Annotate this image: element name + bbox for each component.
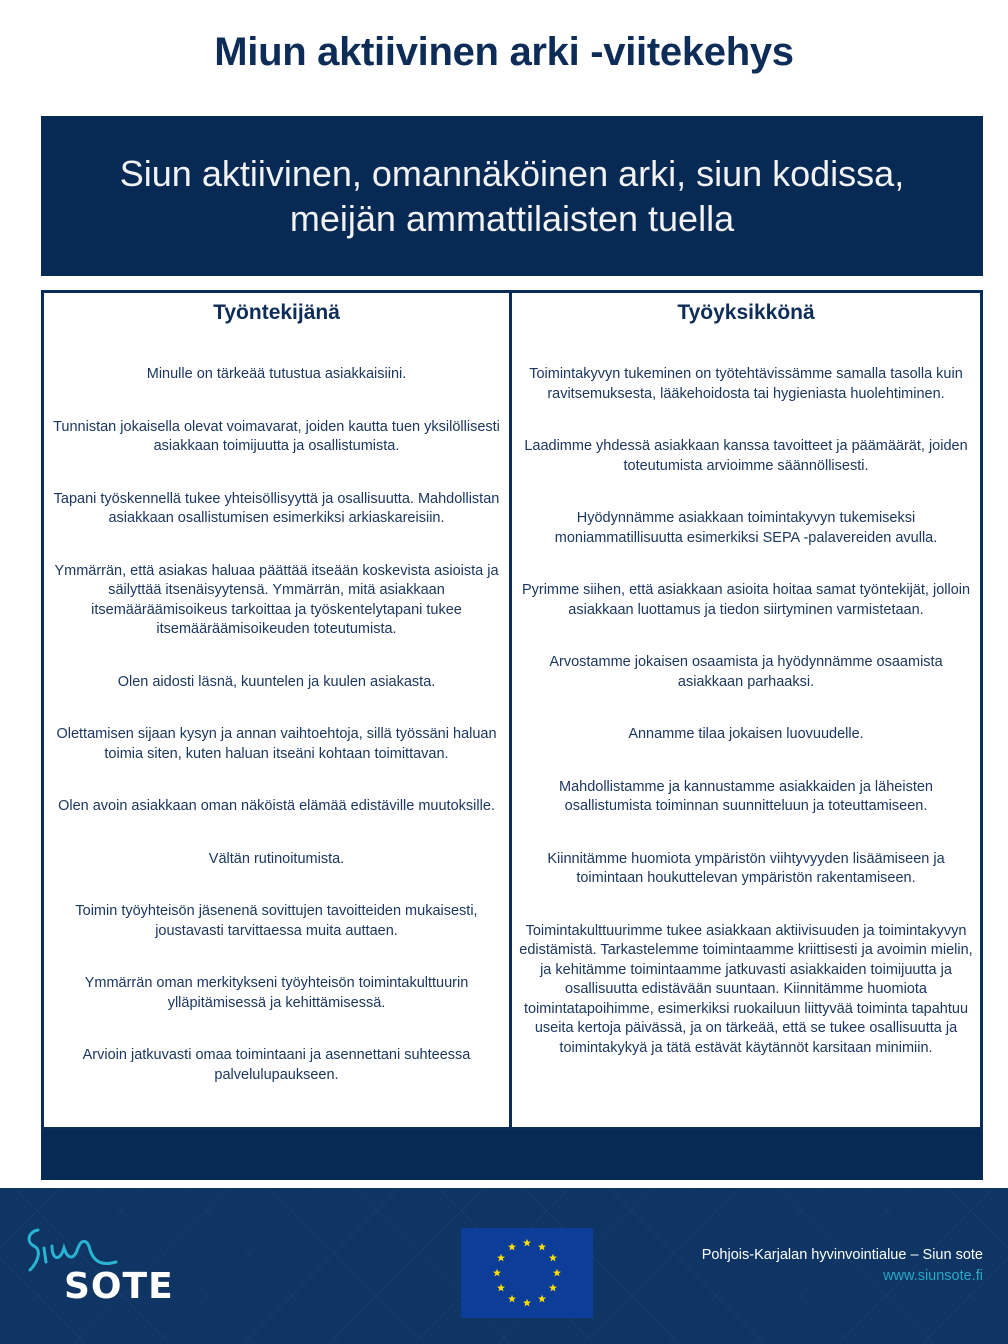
eu-star (523, 1299, 531, 1307)
eu-star (497, 1284, 505, 1292)
eu-star (538, 1243, 546, 1251)
footer (0, 1188, 1008, 1344)
column-heading: Työntekijänä (213, 301, 340, 324)
list-item: Tapani työskennellä tukee yhteisöllisyyttä ja osallisuutta. Mahdollistan asiakkaan osallistumisen esimerkiksi arkiaskareisiin. (53, 490, 500, 526)
list-item: Olen aidosti läsnä, kuuntelen ja kuulen asiakasta. (117, 673, 436, 690)
eu-star (493, 1269, 501, 1277)
list-item: Mahdollistamme ja kannustamme asiakkaiden ja läheisten osallistumista toiminnan suunnitteluun ja toteuttamiseen. (559, 778, 933, 814)
list-item: Kiinnitämme huomiota ympäristön viihtyvyyden lisäämiseen ja toimintaan houkuttelevan ympäristön rakentamiseen. (547, 850, 945, 886)
eu-star (549, 1284, 557, 1292)
banner-text: Siun aktiivinen, omannäköinen arki, siun kodissa, meijän ammattilaisten tuella (119, 153, 905, 239)
item-list (512, 365, 980, 1058)
list-item: Ymmärrän, että asiakas haluaa päättää itseään koskevista asioista ja säilyttää itsenäisyytensä. Ymmärrän, mitä asiakkaan itsemääräämisoikeus tarkoittaa ja työskentelytapani tukee itsemääräämisoikeuden toteutumista. (54, 562, 499, 637)
list-item: Ymmärrän oman merkitykseni työyhteisön toimintakulttuurin ylläpitämisessä ja kehittämisessä. (84, 975, 469, 1011)
website-link[interactable]: www.siunsote.fi (883, 1268, 983, 1284)
column-unit (512, 293, 980, 1127)
framework-table (41, 290, 983, 1130)
siun-sote-logo (24, 1226, 174, 1306)
column-heading: Työyksikkönä (677, 301, 815, 324)
eu-star (523, 1239, 531, 1247)
list-item: Hyödynnämme asiakkaan toimintakyvyn tukemiseksi moniammatillisuutta esimerkiksi SEPA -palavereiden avulla. (554, 510, 938, 546)
list-item: Tunnistan jokaisella olevat voimavarat, joiden kautta tuen yksilöllisesti asiakkaan toimijuutta ja osallistumista. (53, 418, 500, 454)
list-item: Minulle on tärkeää tutustua asiakkaisiini. (146, 366, 407, 382)
list-item: Pyrimme siihen, että asiakkaan asioita hoitaa samat työntekijät, jolloin asiakkaan luottamus ja tiedon siirtyminen varmistetaan. (521, 582, 971, 618)
list-item: Arvioin jatkuvasti omaa toimintaani ja asennettani suhteessa palvelulupaukseen. (82, 1047, 471, 1083)
bottom-bar (41, 1130, 983, 1180)
list-item: Arvostamme jokaisen osaamista ja hyödynnämme osaamista asiakkaan parhaaksi. (549, 654, 943, 690)
eu-flag-icon (461, 1228, 593, 1318)
organization-name: Pohjois-Karjalan hyvinvointialue – Siun sote (701, 1247, 983, 1263)
eu-star (553, 1269, 561, 1277)
list-item: Annamme tilaa jokaisen luovuudelle. (628, 726, 864, 742)
eu-star (508, 1295, 516, 1303)
eu-star (508, 1243, 516, 1251)
logo-text: SOTE (64, 1266, 174, 1307)
list-item: Vältän rutinoitumista. (208, 850, 345, 867)
list-item: Toimintakulttuurimme tukee asiakkaan aktiivisuuden ja toimintakyvyn edistämistä. Tarkastelemme toimintaamme kriittisesti ja avoimin mielin, ja kehitämme toimintaamme jatkuvasti asiakkaiden toimijuutta ja osallisuutta edistävään suuntaan. Kiinnitämme huomiota toimintatapoihimme, esimerkiksi ruokailuun liittyvää toiminta tapahtuu useita kertoja päivässä, ja on tärkeää, että se tukee osallisuutta ja toimintakykyä ja tätä estävät käytännöt karsitaan minimiin. (519, 922, 973, 1056)
list-item: Olettamisen sijaan kysyn ja annan vaihtoehtoja, sillä työssäni haluan toimia siten, kuten haluan itseäni kohtaan toimittavan. (56, 726, 497, 762)
column-employee (44, 293, 512, 1127)
list-item: Toimintakyvyn tukeminen on työtehtävissämme samalla tasolla kuin ravitsemuksesta, lääkehoidosta tai hygieniasta huolehtiminen. (529, 366, 963, 402)
list-item: Toimin työyhteisön jäsenenä sovittujen tavoitteiden mukaisesti, joustavasti tarvittaessa muita auttaen. (75, 903, 478, 939)
eu-star (497, 1254, 505, 1262)
list-item: Laadimme yhdessä asiakkaan kanssa tavoitteet ja päämäärät, joiden toteutumista arvioimme säännöllisesti. (524, 438, 968, 474)
eu-stars (461, 1228, 593, 1318)
list-item: Olen avoin asiakkaan oman näköistä elämää edistäville muutoksille. (58, 798, 495, 814)
organization-info (702, 1245, 983, 1287)
eu-star (538, 1295, 546, 1303)
banner (41, 116, 983, 276)
eu-star (549, 1254, 557, 1262)
item-list (44, 365, 509, 1085)
page-title: Miun aktiivinen arki -viitekehys (214, 30, 794, 74)
